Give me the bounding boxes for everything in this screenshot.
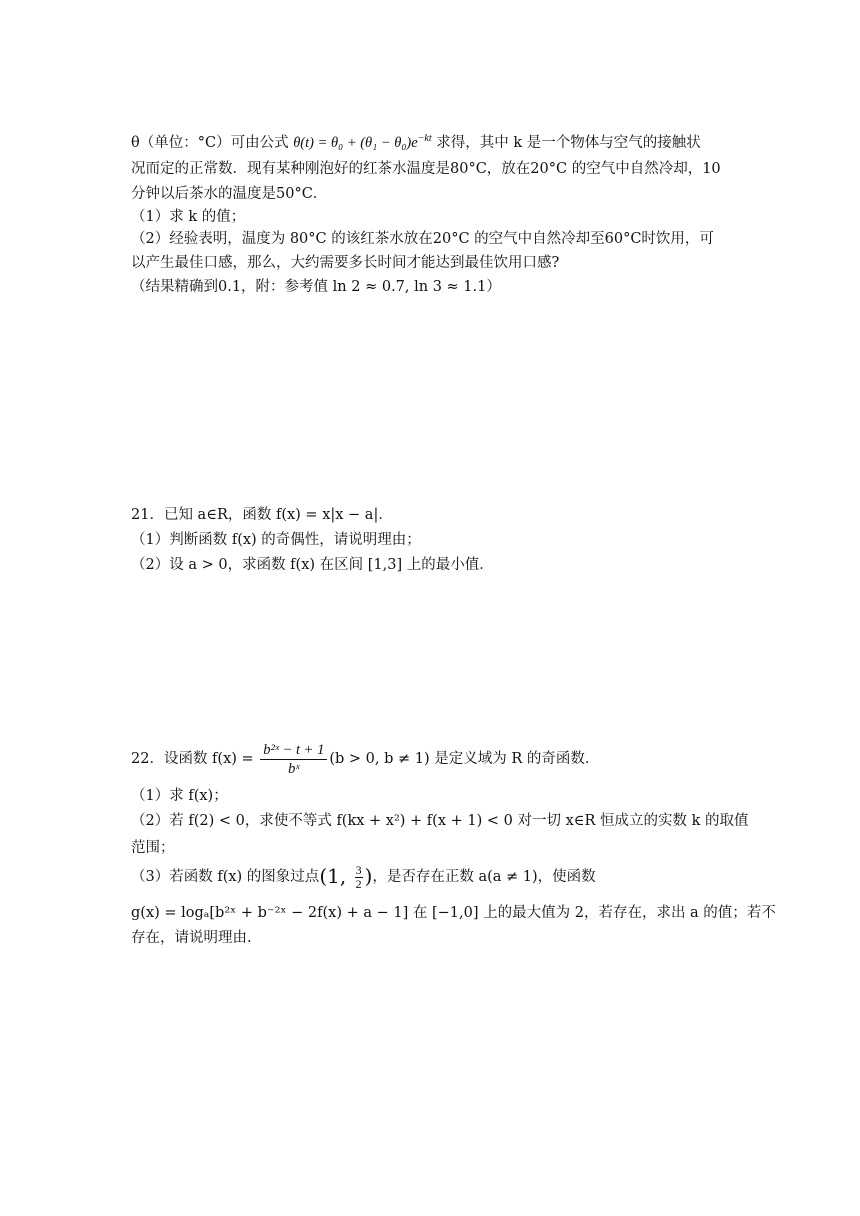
q20-part-1: （1）求 k 的值； <box>131 209 246 225</box>
q20-line-1-text-a: θ（单位：°C）可由公式 <box>131 135 294 151</box>
q21-part-1: （1）判断函数 f(x) 的奇偶性，请说明理由； <box>131 532 421 548</box>
q22-title <box>131 740 599 778</box>
q21-title: 21．已知 a∈R，函数 f(x) = x|x − a|． <box>131 507 393 523</box>
q20-formula <box>293 135 431 151</box>
q22-title-condition: (b > 0, b ≠ 1) 是定义域为 R 的奇函数． <box>329 751 600 767</box>
q22-title-lead: 22．设函数 f(x) = <box>131 751 259 767</box>
q22-point-open: (1, <box>319 864 353 888</box>
q20-part-2-line-2: 以产生最佳口感，那么，大约需要多长时间才能达到最佳饮用口感? <box>131 255 560 271</box>
q22-point-close: ) <box>364 864 373 888</box>
q22-point <box>319 862 373 891</box>
q22-part-3-lead: （3）若函数 f(x) 的图象过点 <box>131 869 320 885</box>
q20-formula-exponent: −kt <box>417 133 432 145</box>
q20-part-2-line-1: （2）经验表明，温度为 80°C 的该红茶水放在20°C 的空气中自然冷却至60°C时饮用，可 <box>131 231 714 247</box>
q22-part-2-line-1: （2）若 f(2) < 0，求使不等式 f(kx + x²) + f(x + 1) < 0 对一切 x∈R 恒成立的实数 k 的取值 <box>131 813 749 829</box>
q22-part-2-line-2: 范围； <box>131 840 175 856</box>
q20-note: （结果精确到0.1，附：参考值 ln 2 ≈ 0.7, ln 3 ≈ 1.1） <box>131 279 501 295</box>
q22-fraction-numerator: b²ˣ − t + 1 <box>260 741 327 760</box>
q22-point-fraction <box>355 864 363 891</box>
q21-part-2: （2）设 a > 0，求函数 f(x) 在区间 [1,3] 上的最小值． <box>131 557 494 573</box>
q22-fraction-denominator: bˣ <box>288 760 300 777</box>
q22-point-fraction-numerator: 3 <box>355 862 362 877</box>
q22-part-3-line-1 <box>131 858 596 895</box>
q22-fraction <box>260 741 327 778</box>
q22-part-3-line-2: g(x) = logₐ[b²ˣ + b⁻²ˣ − 2f(x) + a − 1] 在 [−1,0] 上的最大值为 2，若存在，求出 a 的值；若不 <box>131 905 776 921</box>
q22-part-1: （1）求 f(x)； <box>131 788 228 804</box>
q20-line-2: 况而定的正常数．现有某种刚泡好的红茶水温度是80°C，放在20°C 的空气中自然冷却，10 <box>131 161 721 177</box>
q20-line-3: 分钟以后茶水的温度是50°C． <box>131 186 328 202</box>
q20-formula-base: θ(t) = θ₀ + (θ₁ − θ₀)e <box>293 135 418 151</box>
q20-line-1-text-b: 求得，其中 k 是一个物体与空气的接触状 <box>431 135 701 151</box>
q22-point-fraction-denominator: 2 <box>355 876 362 891</box>
q20-line-1 <box>131 133 701 153</box>
q22-part-3-tail: ，是否存在正数 a(a ≠ 1)，使函数 <box>372 869 596 885</box>
q22-part-3-line-3: 存在，请说明理由. <box>131 930 252 946</box>
